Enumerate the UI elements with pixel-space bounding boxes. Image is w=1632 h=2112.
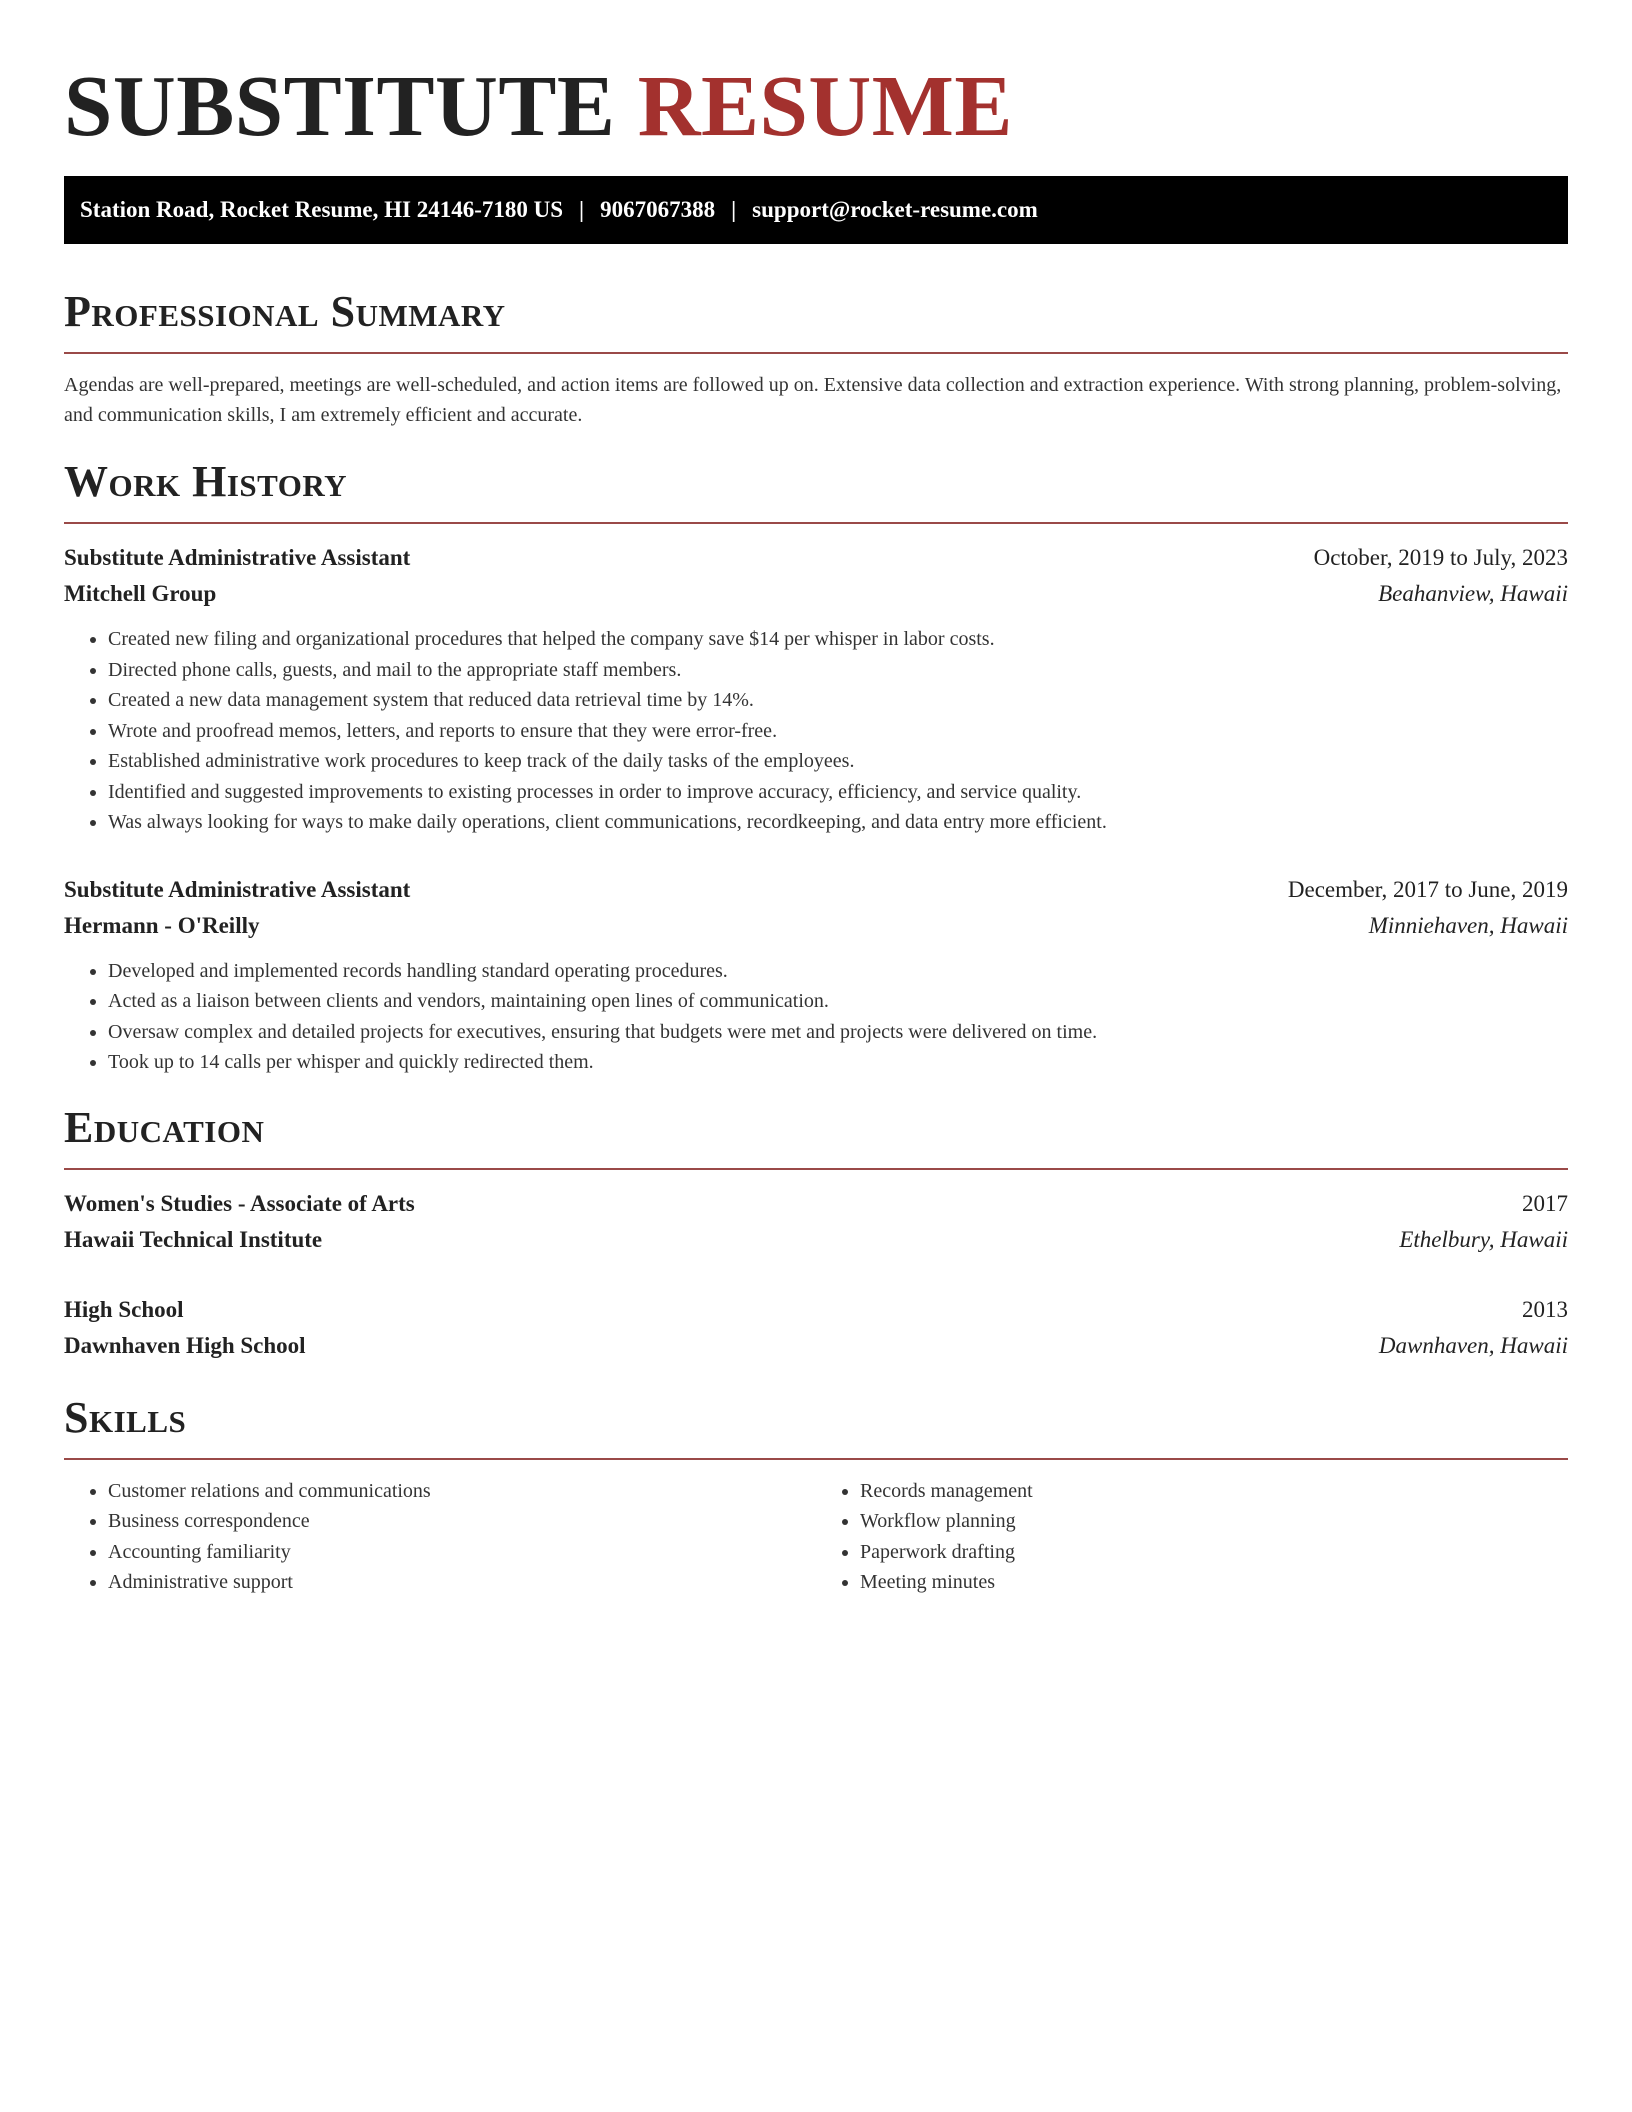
skills-list-right [816, 1476, 1568, 1598]
skill-item: • Meeting minutes [860, 1567, 1568, 1598]
education-school: Dawnhaven High School [64, 1332, 306, 1358]
contact-phone: 9067067388 [600, 197, 716, 222]
job-bullet: • Acted as a liaison between clients and vendors, maintaining open lines of communication. [108, 986, 1568, 1017]
education-school: Hawaii Technical Institute [64, 1226, 323, 1252]
education-location: Ethelbury, Hawaii [1399, 1226, 1568, 1252]
skills-list-left [64, 1476, 816, 1598]
summary-section [64, 288, 1568, 430]
skill-item: • Workflow planning [860, 1506, 1568, 1537]
section-heading-education: Education [64, 1102, 265, 1152]
contact-separator: | [579, 197, 585, 222]
skill-item: • Customer relations and communications [108, 1476, 816, 1507]
skill-item: • Administrative support [108, 1567, 816, 1598]
education-entry [64, 1186, 1568, 1258]
skills-columns [64, 1476, 1568, 1598]
education-degree: Women's Studies - Associate of Arts [64, 1190, 415, 1216]
job-bullet: • Wrote and proofread memos, letters, and reports to ensure that they were error-free. [108, 716, 1568, 747]
job-title: Substitute Administrative Assistant [64, 545, 411, 570]
title-accent: RESUME [637, 57, 1013, 154]
education-degree: High School [64, 1296, 184, 1322]
contact-separator: | [731, 197, 737, 222]
job-company-row [64, 908, 1568, 944]
skills-section [64, 1394, 1568, 1598]
section-heading-summary: Professional Summary [64, 287, 506, 336]
section-heading-work-history: Work History [64, 457, 348, 506]
skill-item: • Paperwork drafting [860, 1537, 1568, 1568]
job-location: Beahanview, Hawaii [1378, 581, 1568, 606]
resume-title [64, 56, 1568, 156]
education-entry [64, 1292, 1568, 1364]
job-bullet: • Created new filing and organizational procedures that helped the company save $14 per whisper in labor costs. [108, 624, 1568, 655]
job-company: Hermann - O'Reilly [64, 912, 260, 938]
job-location: Minniehaven, Hawaii [1368, 912, 1568, 938]
work-history-section [64, 458, 1568, 1078]
education-year: 2017 [1522, 1190, 1568, 1216]
education-degree-row [64, 1292, 1568, 1328]
title-main: SUBSTITUTE [64, 57, 616, 154]
job-bullet: • Created a new data management system that reduced data retrieval time by 14%. [108, 685, 1568, 716]
section-heading-skills: Skills [64, 1392, 187, 1442]
job-company: Mitchell Group [64, 581, 217, 606]
contact-email: support@rocket-resume.com [752, 197, 1038, 222]
job-bullet: • Directed phone calls, guests, and mail to the appropriate staff members. [108, 655, 1568, 686]
job-title-row [64, 872, 1568, 908]
education-year: 2013 [1522, 1296, 1568, 1322]
job-company-row [64, 576, 1568, 612]
education-degree-row [64, 1186, 1568, 1222]
education-location: Dawnhaven, Hawaii [1378, 1332, 1568, 1358]
contact-address: Station Road, Rocket Resume, HI 24146-7180 US [80, 197, 563, 222]
job-entry [64, 872, 1568, 1078]
skill-item: • Accounting familiarity [108, 1537, 816, 1568]
job-bullet: • Oversaw complex and detailed projects for executives, ensuring that budgets were met and projects were delivered on time. [108, 1017, 1568, 1048]
skill-item: • Records management [860, 1476, 1568, 1507]
job-bullets [64, 956, 1568, 1078]
contact-bar [64, 176, 1568, 244]
section-divider [64, 522, 1568, 524]
section-divider [64, 352, 1568, 354]
job-dates: December, 2017 to June, 2019 [1287, 876, 1568, 902]
job-title-row [64, 540, 1568, 576]
job-bullets [64, 624, 1568, 838]
job-bullet: • Established administrative work procedures to keep track of the daily tasks of the employees. [108, 746, 1568, 777]
skill-item: • Business correspondence [108, 1506, 816, 1537]
summary-text: Agendas are well-prepared, meetings are well-scheduled, and action items are followed up on. Extensive data collection and extraction experience. With strong planning, problem-solving, and communication skills, I am extremely efficient and accurate. [64, 374, 1562, 426]
education-section [64, 1104, 1568, 1364]
education-school-row [64, 1328, 1568, 1364]
job-bullet: • Took up to 14 calls per whisper and quickly redirected them. [108, 1047, 1568, 1078]
job-bullet: • Developed and implemented records handling standard operating procedures. [108, 956, 1568, 987]
job-entry [64, 540, 1568, 838]
education-school-row [64, 1222, 1568, 1258]
section-divider [64, 1458, 1568, 1460]
job-dates: October, 2019 to July, 2023 [1313, 545, 1568, 570]
job-bullet: • Identified and suggested improvements to existing processes in order to improve accuracy, efficiency, and service quality. [108, 777, 1568, 808]
job-bullet: • Was always looking for ways to make daily operations, client communications, recordkeeping, and data entry more efficient. [108, 807, 1568, 838]
section-divider [64, 1168, 1568, 1170]
job-title: Substitute Administrative Assistant [64, 876, 411, 902]
